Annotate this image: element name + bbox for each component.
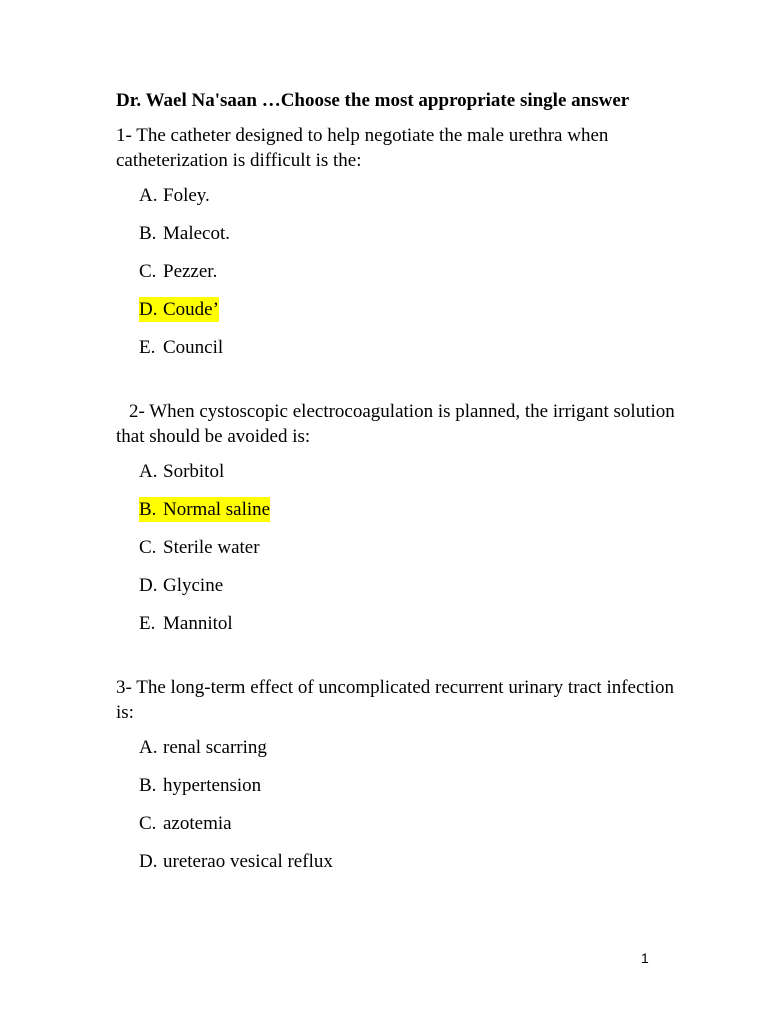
document-title: Dr. Wael Na'saan …Choose the most appropriate single answer	[116, 90, 630, 111]
option-letter: B.	[139, 775, 157, 796]
option-text: Glycine	[163, 575, 224, 596]
q2-option-a	[139, 459, 676, 484]
option-text: Council	[163, 337, 224, 358]
option-text: Mannitol	[163, 613, 233, 634]
q1-option-e	[139, 335, 676, 360]
option-letter: A.	[139, 737, 158, 758]
q1-option-c	[139, 259, 676, 284]
option-text: Pezzer.	[163, 261, 218, 282]
option-letter: C.	[139, 813, 157, 834]
spacer	[116, 649, 676, 675]
option-letter: D.	[139, 851, 158, 872]
option-letter: B.	[139, 499, 157, 520]
question-2	[116, 399, 676, 636]
option-text: ureterao vesical reflux	[163, 851, 333, 872]
option-text: Sorbitol	[163, 461, 225, 482]
q1-option-a	[139, 183, 676, 208]
q3-option-d	[139, 849, 676, 874]
option-letter: C.	[139, 537, 157, 558]
option-letter: E.	[139, 613, 156, 634]
spacer	[116, 373, 676, 399]
option-letter: D.	[139, 575, 158, 596]
q3-option-a	[139, 735, 676, 760]
option-text: Normal saline	[163, 499, 271, 520]
option-text: Foley.	[163, 185, 210, 206]
q1-option-d-highlighted	[139, 297, 676, 322]
q3-option-b	[139, 773, 676, 798]
question-1-text: 1- The catheter designed to help negotiate the male urethra when catheterization is difficult is the:	[116, 125, 609, 171]
option-letter: C.	[139, 261, 157, 282]
q2-option-c	[139, 535, 676, 560]
option-text: renal scarring	[163, 737, 267, 758]
option-text: hypertension	[163, 775, 262, 796]
option-text: Malecot.	[163, 223, 231, 244]
option-text: Sterile water	[163, 537, 260, 558]
question-1-options	[116, 183, 676, 360]
q3-option-c	[139, 811, 676, 836]
option-text: Coude’	[163, 299, 219, 320]
option-text: azotemia	[163, 813, 232, 834]
q1-option-b	[139, 221, 676, 246]
q2-option-b-highlighted	[139, 497, 676, 522]
option-letter: A.	[139, 185, 158, 206]
page-number: 1	[641, 950, 649, 966]
document-page	[116, 88, 676, 887]
question-2-text: 2- When cystoscopic electrocoagulation is planned, the irrigant solution that should be avoided is:	[116, 401, 675, 447]
option-letter: D.	[139, 299, 158, 320]
question-3-text: 3- The long-term effect of uncomplicated recurrent urinary tract infection is:	[116, 677, 674, 723]
option-letter: B.	[139, 223, 157, 244]
q2-option-e	[139, 611, 676, 636]
question-2-options	[116, 459, 676, 636]
q2-option-d	[139, 573, 676, 598]
question-3	[116, 675, 676, 874]
question-3-options	[116, 735, 676, 874]
option-letter: A.	[139, 461, 158, 482]
option-letter: E.	[139, 337, 156, 358]
question-1	[116, 123, 676, 360]
